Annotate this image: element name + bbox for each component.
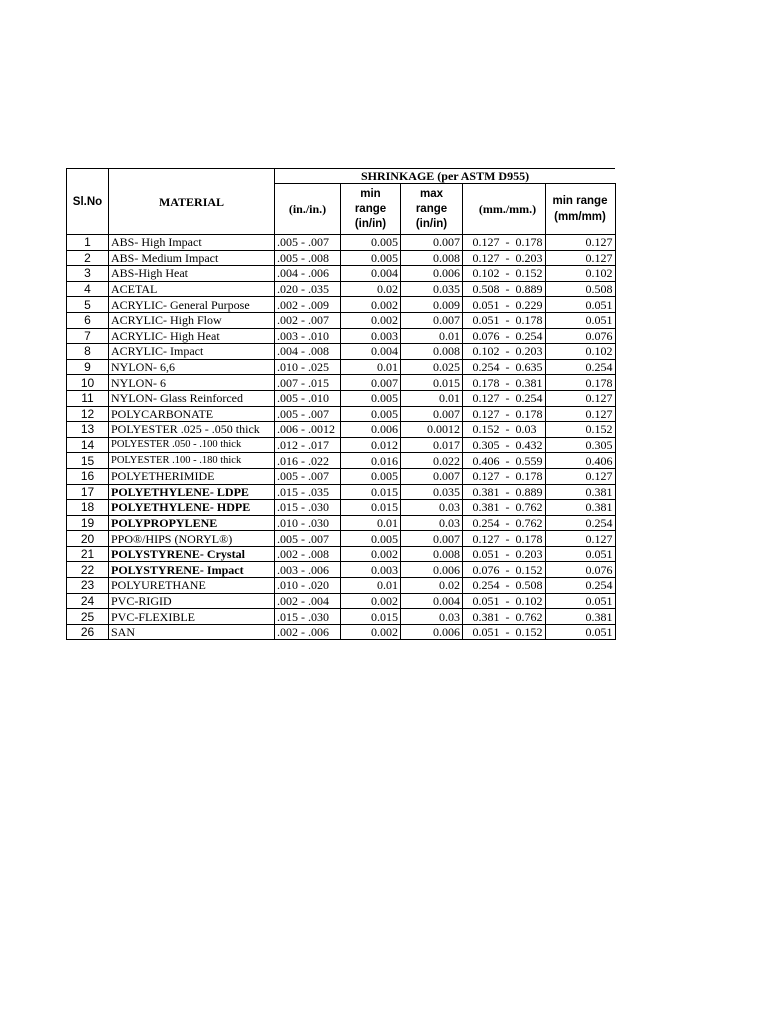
- cell-max-range: 0.025: [401, 359, 463, 375]
- cell-spacer: [463, 515, 471, 531]
- cell-min-range-mm: 0.127: [545, 531, 615, 547]
- cell-mm-range: 0.127 - 0.178: [471, 468, 546, 484]
- header-max-range-line1: max: [419, 187, 444, 200]
- cell-in-range: .003 - .006: [275, 562, 341, 578]
- header-material: MATERIAL: [109, 169, 275, 235]
- cell-mm-range: 0.127 - 0.178: [471, 531, 546, 547]
- cell-material: ACRYLIC- General Purpose: [109, 297, 275, 313]
- cell-slno: 5: [67, 297, 109, 313]
- header-max-range-line2: range: [415, 202, 448, 215]
- cell-mm-range: 0.508 - 0.889: [471, 281, 546, 297]
- header-min-range-line3: (in/in): [354, 217, 387, 230]
- cell-material: POLYCARBONATE: [109, 406, 275, 422]
- cell-slno: 3: [67, 266, 109, 282]
- table-row: [67, 312, 616, 328]
- cell-mm-range: 0.076 - 0.152: [471, 562, 546, 578]
- cell-max-range: 0.0012: [401, 422, 463, 438]
- header-shrinkage: SHRINKAGE (per ASTM D955): [275, 169, 616, 184]
- cell-spacer: [463, 593, 471, 609]
- cell-min-range-mm: 0.508: [545, 281, 615, 297]
- cell-material: NYLON- Glass Reinforced: [109, 390, 275, 406]
- cell-min-range-mm: 0.381: [545, 500, 615, 516]
- cell-max-range: 0.015: [401, 375, 463, 391]
- header-max-range-line3: (in/in): [415, 217, 448, 230]
- cell-min-range: 0.01: [341, 359, 401, 375]
- cell-slno: 12: [67, 406, 109, 422]
- cell-mm-range: 0.127 - 0.203: [471, 250, 546, 266]
- cell-spacer: [463, 281, 471, 297]
- cell-slno: 25: [67, 609, 109, 625]
- cell-min-range-mm: 0.127: [545, 468, 615, 484]
- cell-slno: 2: [67, 250, 109, 266]
- cell-slno: 10: [67, 375, 109, 391]
- cell-spacer: [463, 531, 471, 547]
- cell-max-range: 0.007: [401, 406, 463, 422]
- cell-max-range: 0.009: [401, 297, 463, 313]
- cell-max-range: 0.007: [401, 312, 463, 328]
- cell-spacer: [463, 562, 471, 578]
- cell-mm-range: 0.254 - 0.508: [471, 578, 546, 594]
- cell-spacer: [463, 344, 471, 360]
- cell-min-range: 0.006: [341, 422, 401, 438]
- cell-mm-range: 0.127 - 0.178: [471, 235, 546, 251]
- cell-min-range-mm: 0.254: [545, 515, 615, 531]
- cell-min-range: 0.007: [341, 375, 401, 391]
- header-spacer: [463, 184, 471, 235]
- cell-max-range: 0.007: [401, 235, 463, 251]
- cell-max-range: 0.006: [401, 562, 463, 578]
- cell-min-range: 0.003: [341, 328, 401, 344]
- cell-min-range: 0.015: [341, 500, 401, 516]
- cell-spacer: [463, 375, 471, 391]
- cell-in-range: .010 - .025: [275, 359, 341, 375]
- cell-max-range: 0.008: [401, 546, 463, 562]
- cell-slno: 8: [67, 344, 109, 360]
- cell-slno: 13: [67, 422, 109, 438]
- table-row: [67, 359, 616, 375]
- table-row: [67, 406, 616, 422]
- cell-min-range: 0.002: [341, 593, 401, 609]
- cell-in-range: .005 - .007: [275, 406, 341, 422]
- cell-in-range: .007 - .015: [275, 375, 341, 391]
- cell-spacer: [463, 406, 471, 422]
- cell-mm-range: 0.406 - 0.559: [471, 453, 546, 469]
- cell-material: POLYESTER .100 - .180 thick: [109, 453, 275, 469]
- cell-mm-range: 0.051 - 0.178: [471, 312, 546, 328]
- table-row: [67, 593, 616, 609]
- table-row: [67, 484, 616, 500]
- cell-in-range: .002 - .007: [275, 312, 341, 328]
- cell-mm-range: 0.381 - 0.762: [471, 500, 546, 516]
- cell-mm-range: 0.381 - 0.889: [471, 484, 546, 500]
- cell-spacer: [463, 312, 471, 328]
- header-min-range-line2: range: [354, 202, 387, 215]
- cell-in-range: .015 - .030: [275, 500, 341, 516]
- cell-min-range-mm: 0.406: [545, 453, 615, 469]
- shrinkage-table: [66, 168, 616, 640]
- cell-spacer: [463, 250, 471, 266]
- cell-max-range: 0.007: [401, 468, 463, 484]
- cell-slno: 21: [67, 546, 109, 562]
- cell-min-range-mm: 0.051: [545, 624, 615, 640]
- cell-min-range: 0.005: [341, 390, 401, 406]
- cell-in-range: .005 - .007: [275, 468, 341, 484]
- cell-spacer: [463, 546, 471, 562]
- cell-min-range: 0.003: [341, 562, 401, 578]
- cell-max-range: 0.02: [401, 578, 463, 594]
- cell-slno: 15: [67, 453, 109, 469]
- cell-min-range: 0.01: [341, 578, 401, 594]
- cell-in-range: .004 - .008: [275, 344, 341, 360]
- header-min-range: [341, 184, 401, 235]
- cell-in-range: .002 - .006: [275, 624, 341, 640]
- cell-mm-range: 0.102 - 0.203: [471, 344, 546, 360]
- cell-min-range: 0.01: [341, 515, 401, 531]
- cell-min-range: 0.002: [341, 546, 401, 562]
- cell-in-range: .010 - .020: [275, 578, 341, 594]
- cell-material: PVC-RIGID: [109, 593, 275, 609]
- table-row: [67, 437, 616, 453]
- cell-in-range: .010 - .030: [275, 515, 341, 531]
- cell-slno: 23: [67, 578, 109, 594]
- cell-spacer: [463, 328, 471, 344]
- table-row: [67, 609, 616, 625]
- cell-min-range: 0.016: [341, 453, 401, 469]
- cell-in-range: .005 - .010: [275, 390, 341, 406]
- cell-max-range: 0.022: [401, 453, 463, 469]
- header-slno: Sl.No: [67, 169, 109, 235]
- cell-slno: 7: [67, 328, 109, 344]
- cell-material: PPO®/HIPS (NORYL®): [109, 531, 275, 547]
- cell-material: ABS- Medium Impact: [109, 250, 275, 266]
- cell-mm-range: 0.102 - 0.152: [471, 266, 546, 282]
- table-row: [67, 531, 616, 547]
- cell-in-range: .002 - .004: [275, 593, 341, 609]
- table-row: [67, 297, 616, 313]
- cell-max-range: 0.03: [401, 609, 463, 625]
- cell-max-range: 0.035: [401, 484, 463, 500]
- cell-material: ACRYLIC- High Heat: [109, 328, 275, 344]
- table-row: [67, 453, 616, 469]
- header-mm-mm: (mm./mm.): [471, 184, 546, 235]
- table-row: [67, 344, 616, 360]
- cell-material: POLYETHYLENE- HDPE: [109, 500, 275, 516]
- table-row: [67, 578, 616, 594]
- cell-spacer: [463, 578, 471, 594]
- table-row: [67, 281, 616, 297]
- cell-spacer: [463, 297, 471, 313]
- cell-slno: 4: [67, 281, 109, 297]
- cell-material: POLYESTER .025 - .050 thick: [109, 422, 275, 438]
- cell-mm-range: 0.381 - 0.762: [471, 609, 546, 625]
- cell-material: NYLON- 6,6: [109, 359, 275, 375]
- cell-min-range: 0.005: [341, 250, 401, 266]
- cell-in-range: .015 - .035: [275, 484, 341, 500]
- cell-in-range: .005 - .007: [275, 235, 341, 251]
- cell-min-range: 0.002: [341, 312, 401, 328]
- table-row: [67, 468, 616, 484]
- cell-spacer: [463, 422, 471, 438]
- cell-min-range: 0.015: [341, 609, 401, 625]
- cell-slno: 24: [67, 593, 109, 609]
- cell-material: ACRYLIC- Impact: [109, 344, 275, 360]
- cell-max-range: 0.017: [401, 437, 463, 453]
- cell-spacer: [463, 468, 471, 484]
- header-min-range-line1: min: [360, 187, 381, 200]
- cell-min-range-mm: 0.381: [545, 609, 615, 625]
- cell-slno: 22: [67, 562, 109, 578]
- cell-in-range: .012 - .017: [275, 437, 341, 453]
- cell-mm-range: 0.178 - 0.381: [471, 375, 546, 391]
- cell-material: POLYPROPYLENE: [109, 515, 275, 531]
- cell-in-range: .004 - .006: [275, 266, 341, 282]
- cell-min-range: 0.005: [341, 235, 401, 251]
- cell-min-range: 0.012: [341, 437, 401, 453]
- cell-in-range: .016 - .022: [275, 453, 341, 469]
- cell-max-range: 0.01: [401, 328, 463, 344]
- cell-max-range: 0.01: [401, 390, 463, 406]
- cell-max-range: 0.03: [401, 500, 463, 516]
- cell-slno: 19: [67, 515, 109, 531]
- cell-mm-range: 0.127 - 0.254: [471, 390, 546, 406]
- cell-min-range-mm: 0.254: [545, 359, 615, 375]
- cell-slno: 11: [67, 390, 109, 406]
- cell-min-range: 0.005: [341, 531, 401, 547]
- cell-material: POLYURETHANE: [109, 578, 275, 594]
- cell-slno: 9: [67, 359, 109, 375]
- cell-max-range: 0.008: [401, 250, 463, 266]
- cell-mm-range: 0.076 - 0.254: [471, 328, 546, 344]
- cell-min-range: 0.004: [341, 266, 401, 282]
- cell-slno: 18: [67, 500, 109, 516]
- header-min-range-mm: [545, 184, 615, 235]
- cell-min-range: 0.005: [341, 406, 401, 422]
- cell-min-range: 0.02: [341, 281, 401, 297]
- cell-spacer: [463, 609, 471, 625]
- cell-mm-range: 0.051 - 0.203: [471, 546, 546, 562]
- cell-slno: 26: [67, 624, 109, 640]
- cell-mm-range: 0.127 - 0.178: [471, 406, 546, 422]
- cell-min-range-mm: 0.178: [545, 375, 615, 391]
- header-in-in: (in./in.): [275, 184, 341, 235]
- cell-mm-range: 0.152 - 0.03: [471, 422, 546, 438]
- cell-max-range: 0.008: [401, 344, 463, 360]
- table-row: [67, 375, 616, 391]
- cell-min-range-mm: 0.254: [545, 578, 615, 594]
- cell-min-range-mm: 0.127: [545, 235, 615, 251]
- table-row: [67, 546, 616, 562]
- cell-mm-range: 0.254 - 0.762: [471, 515, 546, 531]
- cell-material: ABS- High Impact: [109, 235, 275, 251]
- cell-material: ACRYLIC- High Flow: [109, 312, 275, 328]
- table-row: [67, 624, 616, 640]
- cell-min-range: 0.015: [341, 484, 401, 500]
- cell-material: POLYETHERIMIDE: [109, 468, 275, 484]
- cell-min-range-mm: 0.076: [545, 328, 615, 344]
- cell-in-range: .015 - .030: [275, 609, 341, 625]
- table-row: [67, 422, 616, 438]
- cell-min-range-mm: 0.051: [545, 546, 615, 562]
- cell-in-range: .020 - .035: [275, 281, 341, 297]
- table-row: [67, 235, 616, 251]
- table-row: [67, 266, 616, 282]
- cell-max-range: 0.007: [401, 531, 463, 547]
- cell-min-range: 0.005: [341, 468, 401, 484]
- cell-min-range-mm: 0.381: [545, 484, 615, 500]
- cell-mm-range: 0.051 - 0.152: [471, 624, 546, 640]
- cell-material: ACETAL: [109, 281, 275, 297]
- cell-min-range-mm: 0.127: [545, 250, 615, 266]
- cell-in-range: .003 - .010: [275, 328, 341, 344]
- cell-spacer: [463, 390, 471, 406]
- cell-slno: 1: [67, 235, 109, 251]
- cell-min-range-mm: 0.076: [545, 562, 615, 578]
- cell-material: POLYSTYRENE- Impact: [109, 562, 275, 578]
- table-row: [67, 515, 616, 531]
- cell-min-range-mm: 0.051: [545, 593, 615, 609]
- cell-spacer: [463, 437, 471, 453]
- cell-spacer: [463, 484, 471, 500]
- cell-in-range: .002 - .009: [275, 297, 341, 313]
- cell-min-range: 0.002: [341, 297, 401, 313]
- cell-spacer: [463, 266, 471, 282]
- cell-min-range-mm: 0.051: [545, 297, 615, 313]
- table-row: [67, 250, 616, 266]
- header-min-range-mm-line1: min range: [552, 195, 608, 207]
- cell-min-range-mm: 0.127: [545, 390, 615, 406]
- cell-spacer: [463, 235, 471, 251]
- cell-material: POLYETHYLENE- LDPE: [109, 484, 275, 500]
- cell-max-range: 0.035: [401, 281, 463, 297]
- cell-material: SAN: [109, 624, 275, 640]
- cell-min-range-mm: 0.152: [545, 422, 615, 438]
- cell-mm-range: 0.305 - 0.432: [471, 437, 546, 453]
- cell-slno: 17: [67, 484, 109, 500]
- cell-min-range-mm: 0.305: [545, 437, 615, 453]
- cell-in-range: .002 - .008: [275, 546, 341, 562]
- cell-min-range: 0.002: [341, 624, 401, 640]
- table-row: [67, 500, 616, 516]
- cell-slno: 14: [67, 437, 109, 453]
- cell-slno: 16: [67, 468, 109, 484]
- cell-mm-range: 0.051 - 0.229: [471, 297, 546, 313]
- cell-min-range-mm: 0.102: [545, 266, 615, 282]
- cell-material: PVC-FLEXIBLE: [109, 609, 275, 625]
- cell-mm-range: 0.051 - 0.102: [471, 593, 546, 609]
- cell-min-range-mm: 0.051: [545, 312, 615, 328]
- cell-min-range: 0.004: [341, 344, 401, 360]
- cell-max-range: 0.006: [401, 266, 463, 282]
- cell-max-range: 0.004: [401, 593, 463, 609]
- table-row: [67, 562, 616, 578]
- cell-material: NYLON- 6: [109, 375, 275, 391]
- cell-material: POLYSTYRENE- Crystal: [109, 546, 275, 562]
- cell-min-range-mm: 0.127: [545, 406, 615, 422]
- cell-material: POLYESTER .050 - .100 thick: [109, 437, 275, 453]
- header-max-range: [401, 184, 463, 235]
- cell-spacer: [463, 453, 471, 469]
- cell-mm-range: 0.254 - 0.635: [471, 359, 546, 375]
- cell-spacer: [463, 359, 471, 375]
- cell-max-range: 0.006: [401, 624, 463, 640]
- cell-in-range: .005 - .007: [275, 531, 341, 547]
- cell-spacer: [463, 624, 471, 640]
- cell-min-range-mm: 0.102: [545, 344, 615, 360]
- cell-max-range: 0.03: [401, 515, 463, 531]
- table-row: [67, 328, 616, 344]
- cell-spacer: [463, 500, 471, 516]
- cell-material: ABS-High Heat: [109, 266, 275, 282]
- cell-in-range: .005 - .008: [275, 250, 341, 266]
- header-min-range-mm-line2: (mm/mm): [554, 211, 606, 223]
- cell-slno: 20: [67, 531, 109, 547]
- table-row: [67, 390, 616, 406]
- cell-in-range: .006 - .0012: [275, 422, 341, 438]
- cell-slno: 6: [67, 312, 109, 328]
